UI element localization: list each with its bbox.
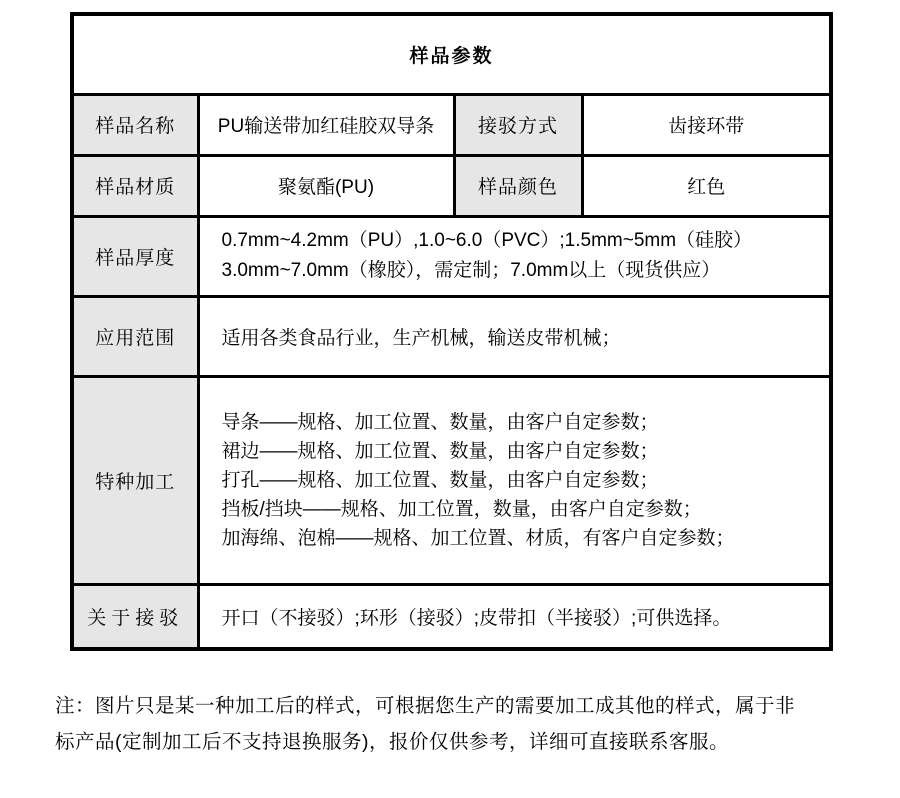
row-about-joint <box>72 584 831 649</box>
special-line-baffles: 挡板/挡块——规格、加工位置，数量，由客户自定参数； <box>221 498 702 520</box>
footnote <box>55 688 855 760</box>
thickness-label: 样品厚度 <box>72 216 198 296</box>
sample-color-label: 样品颜色 <box>454 155 582 216</box>
sample-material-label: 样品材质 <box>72 155 198 216</box>
sample-parameters-table <box>70 12 833 651</box>
special-processing-label: 特种加工 <box>72 376 198 584</box>
table-title-row <box>72 14 831 94</box>
row-material-color <box>72 155 831 216</box>
special-line-punching: 打孔——规格、加工位置、数量，由客户自定参数； <box>221 469 659 491</box>
sample-name-label: 样品名称 <box>72 94 198 155</box>
row-special-processing <box>72 376 831 584</box>
about-joint-value: 开口（不接驳）;环形（接驳）;皮带扣（半接驳）;可供选择。 <box>198 584 831 649</box>
application-label: 应用范围 <box>72 296 198 376</box>
row-application <box>72 296 831 376</box>
footnote-line-2: 标产品(定制加工后不支持退换服务)，报价仅供参考，详细可直接联系客服。 <box>55 731 729 753</box>
application-value: 适用各类食品行业，生产机械，输送皮带机械； <box>198 296 831 376</box>
sample-material-value: 聚氨酯(PU) <box>198 155 454 216</box>
joint-method-value: 齿接环带 <box>582 94 831 155</box>
special-line-sponge: 加海绵、泡棉——规格、加工位置、材质，有客户自定参数； <box>221 527 735 549</box>
about-joint-label: 关于接驳 <box>72 584 198 649</box>
table-title: 样品参数 <box>72 14 831 94</box>
thickness-line-2: 3.0mm~7.0mm（橡胶），需定制；7.0mm以上（现货供应） <box>221 260 721 281</box>
special-line-skirt: 裙边——规格、加工位置、数量，由客户自定参数； <box>221 440 659 462</box>
sample-color-value: 红色 <box>582 155 831 216</box>
row-thickness <box>72 216 831 296</box>
special-line-guides: 导条——规格、加工位置、数量，由客户自定参数； <box>221 411 659 433</box>
row-name-joint <box>72 94 831 155</box>
special-processing-value <box>198 376 831 584</box>
footnote-line-1: 注：图片只是某一种加工后的样式，可根据您生产的需要加工成其他的样式，属于非 <box>55 695 796 717</box>
joint-method-label: 接驳方式 <box>454 94 582 155</box>
thickness-value <box>198 216 831 296</box>
thickness-line-1: 0.7mm~4.2mm（PU）,1.0~6.0（PVC）;1.5mm~5mm（硅胶） <box>221 230 753 251</box>
sample-name-value: PU输送带加红硅胶双导条 <box>198 94 454 155</box>
